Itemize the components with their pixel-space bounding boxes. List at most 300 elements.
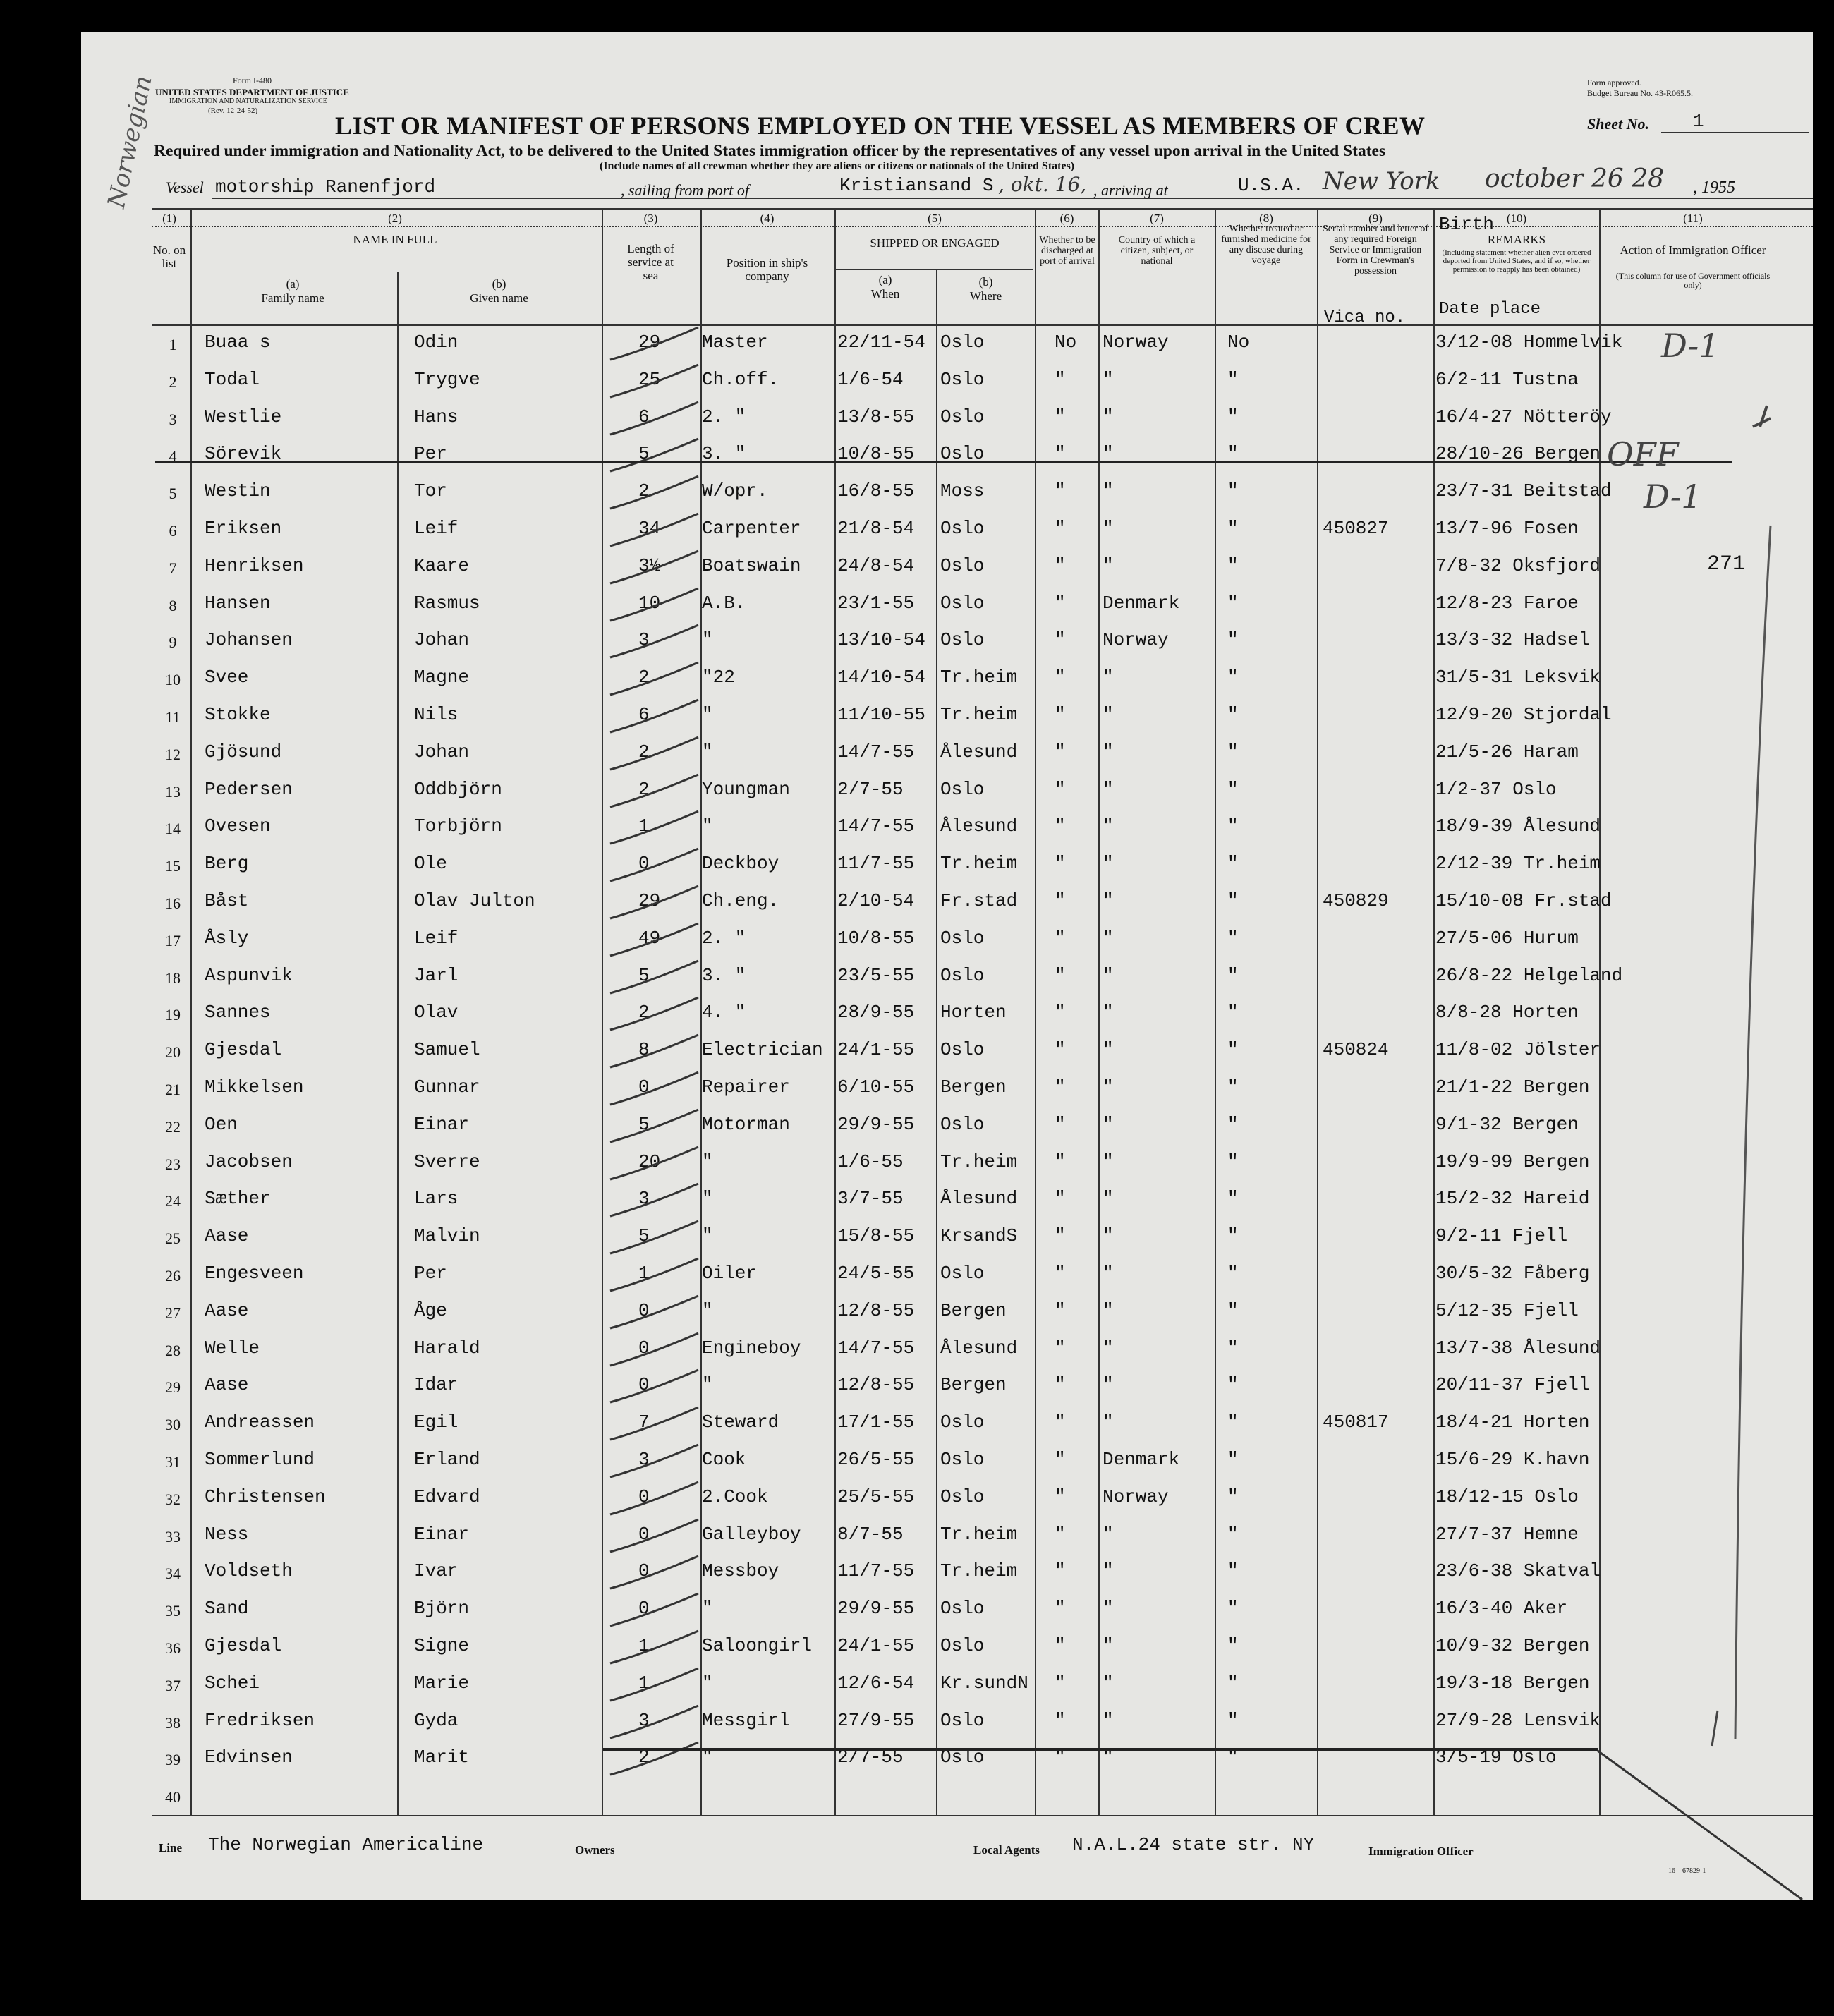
cell-given: Olav	[414, 1002, 458, 1024]
cell-given: Sverre	[414, 1150, 480, 1172]
cell-when: 27/9-55	[837, 1709, 915, 1731]
col-2-number: (2)	[388, 212, 402, 225]
cell-where: Oslo	[940, 629, 985, 651]
cell-service: 0	[638, 1076, 650, 1098]
cell-when: 29/9-55	[837, 1598, 915, 1620]
cell-family: Sörevik	[205, 443, 282, 465]
cell-remarks: 8/8-28 Horten	[1435, 1002, 1579, 1024]
cell-where: Bergen	[940, 1076, 1007, 1098]
cell-family: Aase	[205, 1299, 249, 1321]
cell-service: 1	[638, 815, 650, 837]
cell-treated: "	[1227, 480, 1239, 502]
cell-position: Engineboy	[702, 1337, 801, 1359]
row-number: 30	[165, 1416, 181, 1434]
cell-discharged: "	[1055, 1299, 1066, 1321]
cell-service: 29	[638, 890, 661, 911]
col-1-number: (1)	[162, 212, 176, 225]
cell-where: Tr.heim	[940, 1560, 1018, 1582]
agents-label: Local Agents	[973, 1843, 1040, 1857]
cell-when: 13/10-54	[837, 629, 925, 651]
cell-country: "	[1103, 1299, 1114, 1321]
cell-remarks: 23/6-38 Skatval	[1435, 1560, 1601, 1582]
cell-discharged: "	[1055, 741, 1066, 763]
cell-family: Andreassen	[205, 1411, 315, 1433]
cell-treated: "	[1227, 1672, 1239, 1694]
cell-service: 0	[638, 1337, 650, 1359]
cell-position: "	[702, 1225, 713, 1247]
cell-service: 3½	[638, 554, 661, 576]
cell-given: Gunnar	[414, 1076, 480, 1098]
cell-treated: "	[1227, 1188, 1239, 1210]
cell-country: "	[1103, 1188, 1114, 1210]
cell-treated: "	[1227, 927, 1239, 949]
ditto-pen-line	[1735, 526, 1771, 1739]
col-5-number: (5)	[928, 212, 942, 225]
cell-service: 6	[638, 406, 650, 427]
col-10-note: (Including statement whether alien ever ordered deported from United States, and if so, whether permission to reapply has been obtained)	[1442, 248, 1591, 274]
row-number: 2	[169, 372, 177, 391]
cell-where: Oslo	[940, 1486, 985, 1507]
row-number: 20	[165, 1043, 181, 1062]
cell-country: "	[1103, 1523, 1114, 1545]
cell-family: Sommerlund	[205, 1449, 315, 1470]
cell-country: "	[1103, 1225, 1114, 1247]
cell-when: 23/1-55	[837, 592, 915, 614]
cell-family: Fredriksen	[205, 1709, 315, 1731]
cell-service: 0	[638, 1299, 650, 1321]
cell-service: 2	[638, 741, 650, 763]
cell-country: "	[1103, 480, 1114, 502]
row-number: 35	[165, 1602, 181, 1620]
col-10-number: (10)	[1506, 212, 1527, 225]
cell-position: Ch.off.	[702, 368, 779, 390]
cell-position: 2. "	[702, 406, 746, 427]
cell-position: "22	[702, 667, 735, 688]
cell-remarks: 27/9-28 Lensvik	[1435, 1709, 1601, 1731]
cell-discharged: No	[1055, 332, 1077, 353]
cell-when: 1/6-55	[837, 1150, 904, 1172]
cell-when: 2/7-55	[837, 778, 904, 800]
cell-treated: "	[1227, 1374, 1239, 1396]
cell-position: Messgirl	[702, 1709, 790, 1731]
row-number: 17	[165, 931, 181, 949]
cell-country: "	[1103, 1076, 1114, 1098]
cell-given: Björn	[414, 1598, 470, 1620]
cell-discharged: "	[1055, 1337, 1066, 1359]
row-number: 11	[165, 708, 181, 726]
cell-treated: "	[1227, 629, 1239, 651]
cell-treated: "	[1227, 1002, 1239, 1024]
cell-remarks: 13/3-32 Hadsel	[1435, 629, 1590, 651]
cell-service: 5	[638, 1225, 650, 1247]
cell-remarks: 15/6-29 K.havn	[1435, 1449, 1590, 1470]
cell-country: "	[1103, 406, 1114, 427]
cell-remarks: 19/3-18 Bergen	[1435, 1672, 1590, 1694]
cell-family: Berg	[205, 853, 249, 875]
cell-remarks: 11/8-02 Jölster	[1435, 1039, 1601, 1061]
row-number: 32	[165, 1490, 181, 1508]
cell-family: Gjesdal	[205, 1039, 282, 1061]
cell-where: Bergen	[940, 1299, 1007, 1321]
cell-treated: "	[1227, 1635, 1239, 1656]
col-3-number: (3)	[643, 212, 658, 225]
cell-given: Marit	[414, 1747, 470, 1768]
cell-when: 26/5-55	[837, 1449, 915, 1470]
cell-discharged: "	[1055, 1486, 1066, 1507]
cell-family: Todal	[205, 368, 260, 390]
cell-country: "	[1103, 1747, 1114, 1768]
cell-where: KrsandS	[940, 1225, 1018, 1247]
cell-discharged: "	[1055, 890, 1066, 911]
col-5a-number: (a)	[878, 273, 892, 286]
cell-where: Oslo	[940, 368, 985, 390]
cell-when: 6/10-55	[837, 1076, 915, 1098]
row-number: 33	[165, 1527, 181, 1546]
cell-family: Svee	[205, 667, 249, 688]
cell-treated: "	[1227, 667, 1239, 688]
col-10-birth: Birth	[1439, 214, 1495, 235]
cell-remarks: 31/5-31 Leksvik	[1435, 667, 1601, 688]
cell-treated: "	[1227, 1523, 1239, 1545]
cell-when: 17/1-55	[837, 1411, 915, 1433]
cell-serial: 450829	[1323, 890, 1389, 911]
cell-family: Hansen	[205, 592, 271, 614]
cell-position: "	[702, 1747, 713, 1768]
cell-country: "	[1103, 778, 1114, 800]
cell-country: Norway	[1103, 332, 1169, 353]
cell-country: Norway	[1103, 1486, 1169, 1507]
row-number: 40	[165, 1788, 181, 1806]
cell-remarks: 26/8-22 Helgeland	[1435, 964, 1623, 986]
cell-treated: "	[1227, 1598, 1239, 1620]
cell-family: Voldseth	[205, 1560, 293, 1582]
cell-service: 10	[638, 592, 661, 614]
cell-where: Oslo	[940, 1449, 985, 1470]
form-approved: Form approved.	[1587, 78, 1641, 87]
cell-discharged: "	[1055, 1188, 1066, 1210]
cell-remarks: 1/2-37 Oslo	[1435, 778, 1557, 800]
cell-serial: 450827	[1323, 518, 1389, 539]
cell-remarks: 9/2-11 Fjell	[1435, 1225, 1568, 1247]
cell-position: 3. "	[702, 964, 746, 986]
cell-remarks: 7/8-32 Oksfjord	[1435, 554, 1601, 576]
cell-remarks: 3/12-08 Hommelvik	[1435, 332, 1623, 353]
cell-family: Westlie	[205, 406, 282, 427]
cell-given: Gyda	[414, 1709, 458, 1731]
cell-treated: "	[1227, 554, 1239, 576]
cell-when: 2/10-54	[837, 890, 915, 911]
cell-remarks: 18/4-21 Horten	[1435, 1411, 1590, 1433]
cell-position: A.B.	[702, 592, 746, 614]
cell-family: Eriksen	[205, 518, 282, 539]
cell-discharged: "	[1055, 704, 1066, 725]
cell-position: "	[702, 1188, 713, 1210]
cell-position: Deckboy	[702, 853, 779, 875]
owners-label: Owners	[575, 1843, 615, 1857]
cell-discharged: "	[1055, 518, 1066, 539]
cell-remarks: 18/12-15 Oslo	[1435, 1486, 1579, 1507]
line-label: Line	[159, 1841, 183, 1854]
cell-given: Leif	[414, 927, 458, 949]
cell-family: Gjesdal	[205, 1635, 282, 1656]
col-5b-number: (b)	[978, 275, 993, 289]
cell-when: 29/9-55	[837, 1113, 915, 1135]
cell-position: W/opr.	[702, 480, 768, 502]
col-1-header: No. on list	[152, 243, 186, 270]
cell-remarks: 13/7-96 Fosen	[1435, 518, 1579, 539]
cell-position: Youngman	[702, 778, 790, 800]
cell-remarks: 9/1-32 Bergen	[1435, 1113, 1579, 1135]
cell-remarks: 27/7-37 Hemne	[1435, 1523, 1579, 1545]
cell-when: 11/7-55	[837, 1560, 915, 1582]
row-number: 23	[165, 1155, 181, 1173]
cell-given: Harald	[414, 1337, 480, 1359]
cell-given: Egil	[414, 1411, 458, 1433]
cell-treated: "	[1227, 1299, 1239, 1321]
col-5-header: SHIPPED OR ENGAGED	[870, 236, 1000, 250]
cell-given: Trygve	[414, 368, 480, 390]
cell-family: Båst	[205, 890, 249, 911]
cell-service: 2	[638, 1747, 650, 1768]
cell-family: Jacobsen	[205, 1150, 293, 1172]
cell-discharged: "	[1055, 1672, 1066, 1694]
cell-country: "	[1103, 1598, 1114, 1620]
cell-where: Ålesund	[940, 815, 1018, 837]
cell-service: 20	[638, 1150, 661, 1172]
cell-discharged: "	[1055, 853, 1066, 875]
cell-family: Sand	[205, 1598, 249, 1620]
cell-where: Tr.heim	[940, 1523, 1018, 1545]
cell-country: Denmark	[1103, 592, 1180, 614]
cell-where: Moss	[940, 480, 985, 502]
cell-when: 22/11-54	[837, 332, 925, 353]
cell-position: Galleyboy	[702, 1523, 801, 1545]
cell-when: 24/8-54	[837, 554, 915, 576]
cell-family: Aase	[205, 1374, 249, 1396]
cell-discharged: "	[1055, 406, 1066, 427]
cell-remarks: 16/3-40 Aker	[1435, 1598, 1568, 1620]
sheet-number: 1	[1693, 111, 1704, 132]
cell-family: Henriksen	[205, 554, 304, 576]
row-number: 29	[165, 1378, 181, 1397]
col-2b-number: (b)	[492, 277, 506, 291]
cell-service: 25	[638, 368, 661, 390]
cell-family: Ovesen	[205, 815, 271, 837]
cell-family: Buaa s	[205, 332, 271, 353]
col-4-number: (4)	[760, 212, 775, 225]
cell-service: 5	[638, 1113, 650, 1135]
cell-treated: "	[1227, 592, 1239, 614]
cell-when: 14/7-55	[837, 741, 915, 763]
cell-given: Signe	[414, 1635, 470, 1656]
cell-treated: "	[1227, 1486, 1239, 1507]
cell-service: 3	[638, 629, 650, 651]
cell-remarks: 13/7-38 Ålesund	[1435, 1337, 1601, 1359]
row-number: 31	[165, 1453, 181, 1471]
cell-given: Einar	[414, 1523, 470, 1545]
col-8-header: Whether treated or furnished medicine for any disease during voyage	[1221, 224, 1311, 266]
row-number: 34	[165, 1565, 181, 1583]
cell-country: "	[1103, 1002, 1114, 1024]
cell-remarks: 2/12-39 Tr.heim	[1435, 853, 1601, 875]
col-6-number: (6)	[1059, 212, 1074, 225]
cell-remarks: 20/11-37 Fjell	[1435, 1374, 1590, 1396]
cell-discharged: "	[1055, 927, 1066, 949]
cell-where: Ålesund	[940, 1337, 1018, 1359]
cell-service: 0	[638, 1486, 650, 1507]
cell-remarks: 21/5-26 Haram	[1435, 741, 1579, 763]
cell-country: "	[1103, 518, 1114, 539]
row-number: 3	[169, 410, 177, 428]
row-number: 8	[169, 596, 177, 614]
cell-where: Ålesund	[940, 741, 1018, 763]
cell-remarks: 28/10-26 Bergen	[1435, 443, 1601, 465]
cell-when: 23/5-55	[837, 964, 915, 986]
col-4-header: Position in ship's company	[726, 256, 808, 283]
arriving-country: U.S.A.	[1238, 175, 1304, 196]
cell-position: 2. "	[702, 927, 746, 949]
officer-label: Immigration Officer	[1368, 1845, 1474, 1858]
cell-country: "	[1103, 741, 1114, 763]
row-number: 13	[165, 782, 181, 801]
cell-position: 2.Cook	[702, 1486, 768, 1507]
arriving-label: , arriving at	[1093, 181, 1168, 199]
cell-discharged: "	[1055, 1039, 1066, 1061]
cell-position: 3. "	[702, 443, 746, 465]
cell-when: 11/7-55	[837, 853, 915, 875]
cell-family: Edvinsen	[205, 1747, 293, 1768]
cell-where: Tr.heim	[940, 853, 1018, 875]
col-9-header: Serial number and letter of any required Foreign Service or Immigration Form in Crewman's possession	[1322, 224, 1429, 277]
cell-given: Magne	[414, 667, 470, 688]
cell-country: "	[1103, 667, 1114, 688]
cell-family: Aspunvik	[205, 964, 293, 986]
cell-treated: "	[1227, 1150, 1239, 1172]
cell-where: Oslo	[940, 1709, 985, 1731]
cell-discharged: "	[1055, 1076, 1066, 1098]
row-number: 26	[165, 1267, 181, 1285]
cell-discharged: "	[1055, 1747, 1066, 1768]
cell-discharged: "	[1055, 1150, 1066, 1172]
cell-country: "	[1103, 1709, 1114, 1731]
cell-when: 28/9-55	[837, 1002, 915, 1024]
cell-when: 13/8-55	[837, 406, 915, 427]
col-8-number: (8)	[1259, 212, 1273, 225]
include-note: (Include names of all crewman whether they are aliens or citizens or nationals of the United States)	[600, 160, 1075, 172]
cell-service: 1	[638, 1672, 650, 1694]
cell-where: Oslo	[940, 518, 985, 539]
cell-treated: "	[1227, 406, 1239, 427]
cell-position: Steward	[702, 1411, 779, 1433]
cell-when: 14/7-55	[837, 815, 915, 837]
row-number: 39	[165, 1751, 181, 1769]
cell-treated: "	[1227, 443, 1239, 465]
row-number: 27	[165, 1304, 181, 1322]
cell-discharged: "	[1055, 1560, 1066, 1582]
cell-discharged: "	[1055, 480, 1066, 502]
cell-treated: "	[1227, 853, 1239, 875]
cell-given: Erland	[414, 1449, 480, 1470]
cell-when: 12/8-55	[837, 1374, 915, 1396]
row-number: 5	[169, 485, 177, 503]
cell-treated: "	[1227, 778, 1239, 800]
row-number: 21	[165, 1081, 181, 1098]
cell-position: "	[702, 629, 713, 651]
cell-treated: "	[1227, 1039, 1239, 1061]
cell-when: 14/7-55	[837, 1337, 915, 1359]
row-number: 36	[165, 1639, 181, 1657]
cell-remarks: 16/4-27 Nötteröy	[1435, 406, 1612, 427]
cell-position: Master	[702, 332, 768, 353]
cell-serial: 450817	[1323, 1411, 1389, 1433]
col-6-header: Whether to be discharged at port of arrival	[1039, 235, 1095, 267]
cell-family: Ness	[205, 1523, 249, 1545]
cell-position: "	[702, 1374, 713, 1396]
vessel-name: motorship Ranenfjord	[215, 176, 436, 198]
cell-position: Boatswain	[702, 554, 801, 576]
row-number: 28	[165, 1341, 181, 1359]
cell-service: 8	[638, 1039, 650, 1061]
cell-treated: "	[1227, 1560, 1239, 1582]
cell-when: 11/10-55	[837, 704, 925, 725]
col-5a-header: When	[870, 287, 900, 300]
annotation-off: OFF	[1607, 435, 1679, 473]
cell-given: Edvard	[414, 1486, 480, 1507]
cell-family: Sannes	[205, 1002, 271, 1024]
cell-treated: "	[1227, 1337, 1239, 1359]
cell-serial: 450824	[1323, 1039, 1389, 1061]
cell-remarks: 15/10-08 Fr.stad	[1435, 890, 1612, 911]
arrival-date-handwritten: october 26 28	[1485, 164, 1665, 193]
cell-discharged: "	[1055, 1598, 1066, 1620]
cell-when: 10/8-55	[837, 927, 915, 949]
row-number: 15	[165, 857, 181, 875]
form-number: Form I-480	[233, 75, 272, 85]
cell-given: Oddbjörn	[414, 778, 502, 800]
cell-family: Åsly	[205, 927, 249, 949]
cell-where: Oslo	[940, 1113, 985, 1135]
cell-service: 0	[638, 1374, 650, 1396]
cell-country: "	[1103, 815, 1114, 837]
required-statement: Required under immigration and Nationality Act, to be delivered to the United States immigration officer by the representatives of any vessel upon arrival in the United States	[154, 142, 1386, 160]
page-title: LIST OR MANIFEST OF PERSONS EMPLOYED ON THE VESSEL AS MEMBERS OF CREW	[335, 111, 1426, 140]
cell-position: "	[702, 1299, 713, 1321]
cell-country: "	[1103, 1039, 1114, 1061]
cell-given: Idar	[414, 1374, 458, 1396]
cell-treated: "	[1227, 890, 1239, 911]
cell-where: Tr.heim	[940, 667, 1018, 688]
cell-given: Per	[414, 1263, 447, 1284]
cell-remarks: 23/7-31 Beitstad	[1435, 480, 1612, 502]
cell-when: 8/7-55	[837, 1523, 904, 1545]
cell-country: "	[1103, 1337, 1114, 1359]
cell-treated: "	[1227, 741, 1239, 763]
cell-where: Oslo	[940, 406, 985, 427]
service: IMMIGRATION AND NATURALIZATION SERVICE	[169, 97, 327, 105]
cell-discharged: "	[1055, 592, 1066, 614]
row-number: 12	[165, 745, 181, 763]
row-number: 16	[165, 894, 181, 912]
col-5b-header: Where	[969, 289, 1002, 303]
cell-service: 7	[638, 1411, 650, 1433]
cell-country: "	[1103, 853, 1114, 875]
cell-country: "	[1103, 964, 1114, 986]
cell-service: 0	[638, 853, 650, 875]
tick-mark	[1712, 1711, 1718, 1746]
cell-given: Ole	[414, 853, 447, 875]
cell-remarks: 5/12-35 Fjell	[1435, 1299, 1579, 1321]
row-number: 24	[165, 1192, 181, 1210]
